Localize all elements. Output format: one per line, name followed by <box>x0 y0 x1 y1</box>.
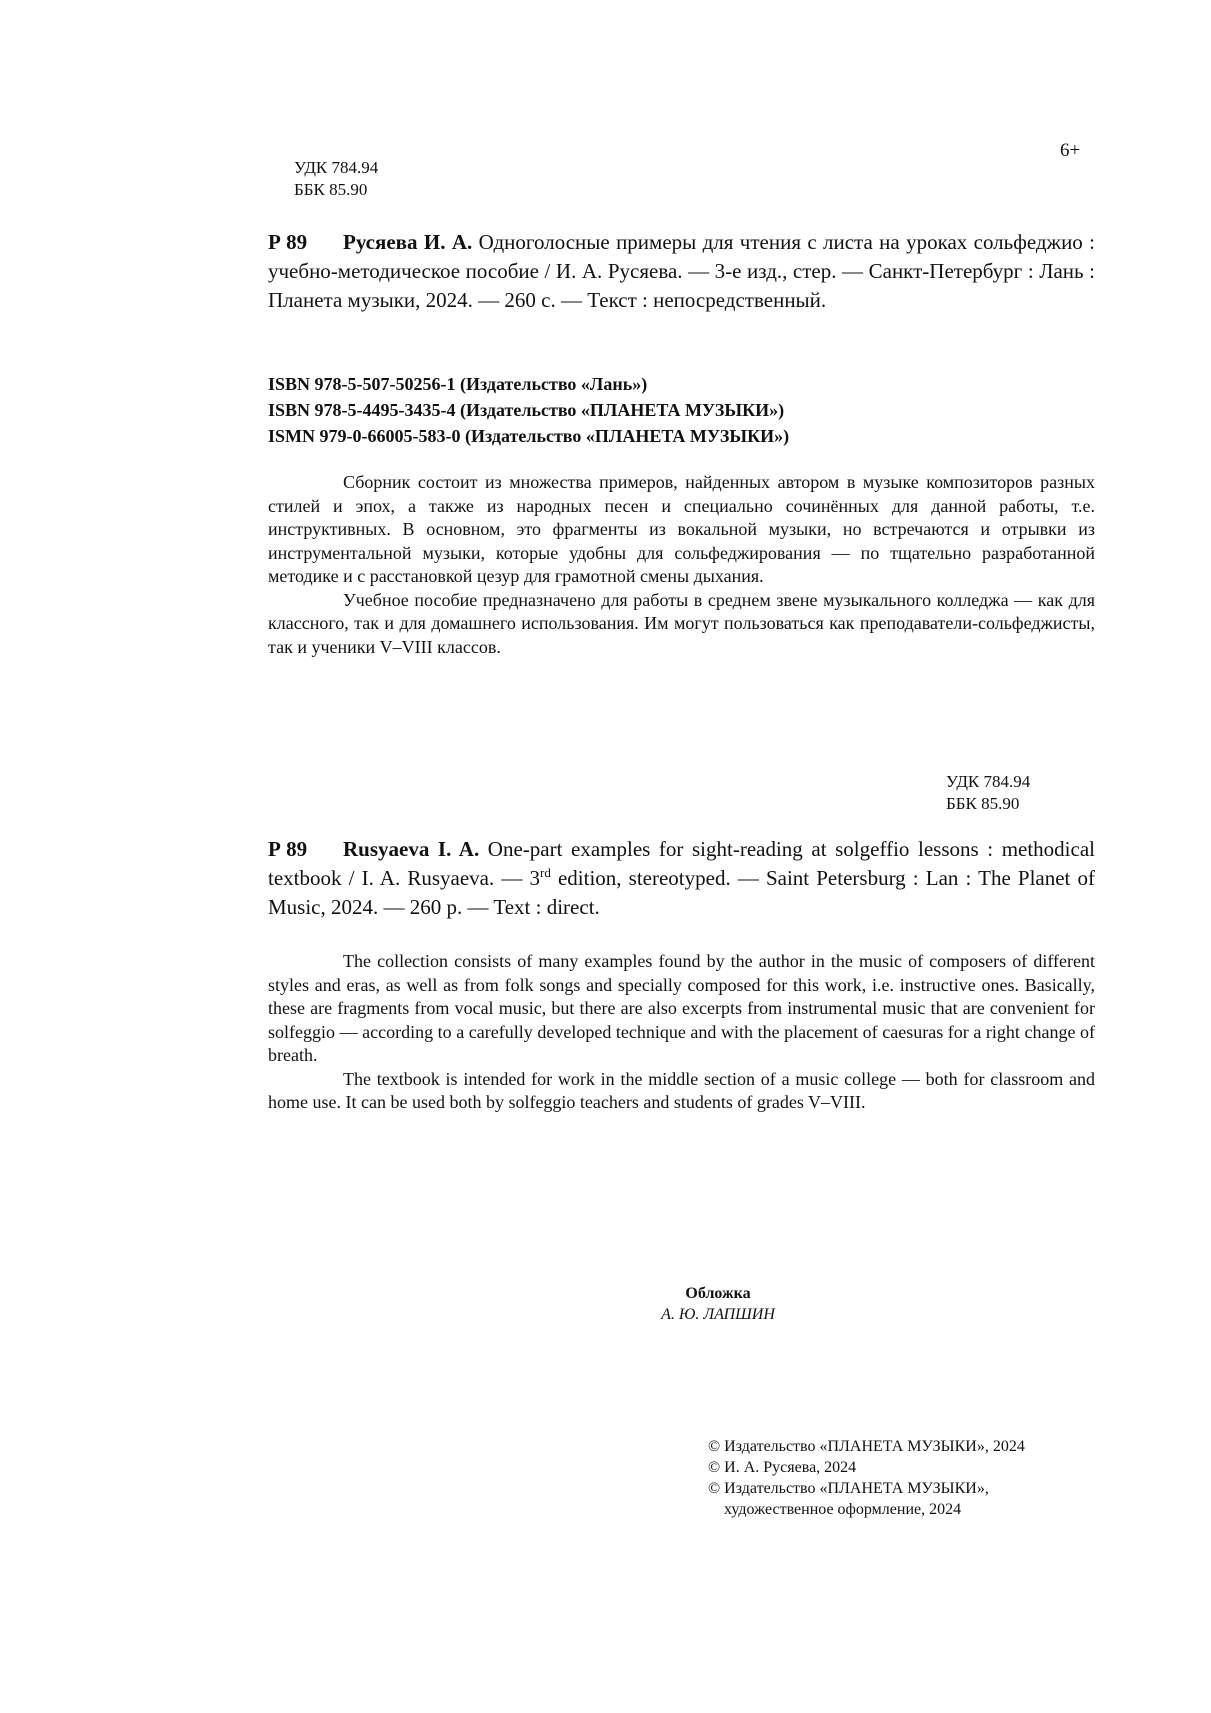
cover-label: Обложка <box>685 1285 751 1302</box>
author-name: Rusyaeva I. A. <box>343 837 480 861</box>
abstract-paragraph: The collection consists of many examples found by the author in the music of composers of different styles and eras, as well as from folk songs and specially composed for this work, i.e. instructive ones. Basically, these are fragments from vocal music, but there are also excerpts from instrumental music that are convenient for solfeggio — according to a carefully developed technique and with the placement of caesuras for a right change of breath. <box>268 951 1095 1065</box>
abstract-ru <box>268 471 1095 659</box>
classification-en <box>946 771 1030 815</box>
copyright-line: © И. А. Русяева, 2024 <box>708 1459 857 1476</box>
ordinal-suffix: rd <box>539 865 551 880</box>
bibliographic-entry-en <box>268 835 1095 922</box>
author-mark: Р 89 <box>268 230 308 254</box>
abstract-paragraph: The textbook is intended for work in the middle section of a music college — both for classroom and home use. It can be used both by solfeggio teachers and students of grades V–VIII. <box>268 1068 1095 1112</box>
copyright-block <box>708 1436 1025 1520</box>
entry-description-start: One-part examples for sight-reading at solgeffio lessons : methodical textbook / I. A. Rusyaeva. — 3 <box>268 837 1095 890</box>
isbn-line: ISBN 978-5-4495-3435-4 (Издательство «ПЛАНЕТА МУЗЫКИ») <box>268 400 785 420</box>
age-rating: 6+ <box>1060 140 1081 161</box>
abstract-en <box>268 950 1095 1115</box>
isbn-list <box>268 371 789 449</box>
udk-code: УДК 784.94 <box>946 772 1031 791</box>
author-mark: Р 89 <box>268 837 308 861</box>
entry-description: Одноголосные примеры для чтения с листа на уроках сольфеджио : учебно-методическое пособие / И. А. Русяева. — 3-е изд., стер. — Санкт-Петербург : Лань : Планета музыки, 2024. — 260 с. — Текст : непосредственный. <box>268 230 1095 312</box>
entry-description-end: edition, stereotyped. — Saint Petersburg : Lan : The Planet of Music, 2024. — 260 p. — Text : direct. <box>268 866 1096 919</box>
bbk-code: ББК 85.90 <box>294 180 368 199</box>
bibliographic-entry-ru <box>268 228 1095 315</box>
cover-credit <box>568 1283 868 1325</box>
isbn-line: ISBN 978-5-507-50256-1 (Издательство «Лань») <box>268 374 648 394</box>
bbk-code: ББК 85.90 <box>946 794 1020 813</box>
udk-code: УДК 784.94 <box>294 158 379 177</box>
cover-designer: А. Ю. ЛАПШИН <box>661 1306 775 1323</box>
copyright-line: © Издательство «ПЛАНЕТА МУЗЫКИ», 2024 <box>708 1438 1025 1455</box>
ismn-line: ISMN 979-0-66005-583-0 (Издательство «ПЛАНЕТА МУЗЫКИ») <box>268 426 790 446</box>
author-name: Русяева И. А. <box>343 230 473 254</box>
abstract-paragraph: Учебное пособие предназначено для работы в среднем звене музыкального колледжа — как для классного, так и для домашнего использования. Им могут пользоваться как преподаватели-сольфеджисты, так и ученики V–VIII классов. <box>268 589 1095 657</box>
copyright-line: художественное оформление, 2024 <box>724 1501 962 1518</box>
classification-ru <box>294 157 378 201</box>
abstract-paragraph: Сборник состоит из множества примеров, найденных автором в музыке композиторов разных стилей и эпох, а также из народных песен и специально сочинённых для данной работы, т.е. инструктивных. В основном, это фрагменты из вокальной музыки, но встречаются и отрывки из инструментальной музыки, которые удобны для сольфеджирования — по тщательно разработанной методике и с расстановкой цезур для грамотной смены дыхания. <box>268 472 1095 586</box>
copyright-line: © Издательство «ПЛАНЕТА МУЗЫКИ», <box>708 1480 989 1497</box>
